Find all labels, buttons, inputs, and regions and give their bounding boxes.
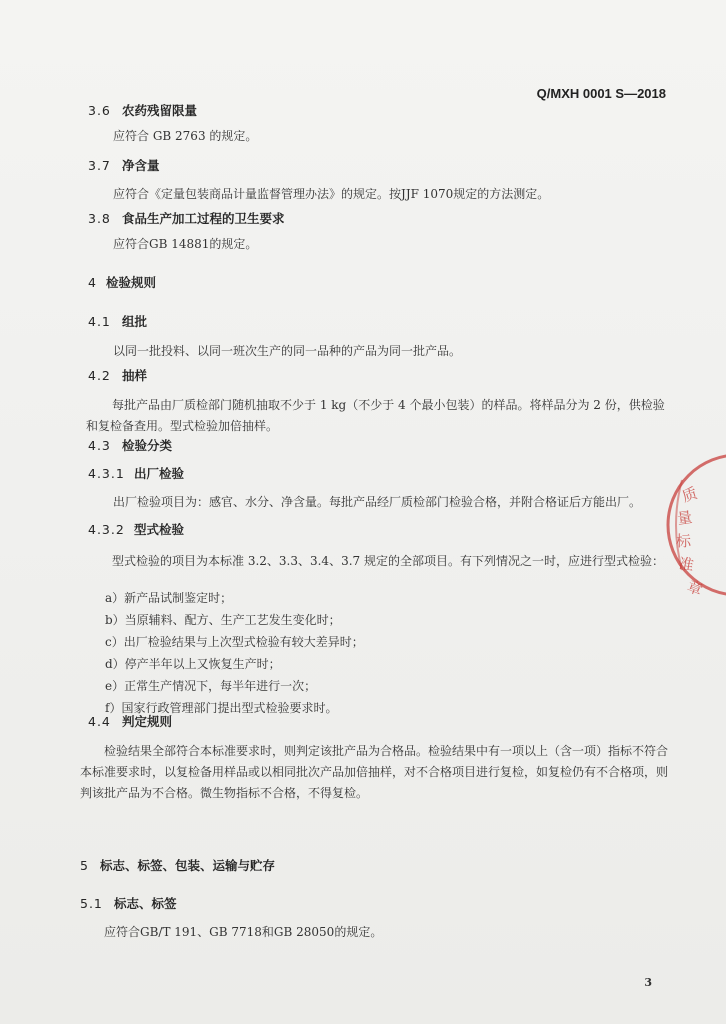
heading-number: 3.7 [88, 158, 111, 173]
heading-4-4 [88, 712, 172, 730]
heading-4 [88, 273, 156, 291]
heading-number: 4 [88, 275, 97, 290]
heading-number: 5 [80, 858, 89, 873]
heading-3-8 [88, 209, 285, 227]
heading-4-2 [88, 366, 147, 384]
heading-5-1 [80, 894, 177, 912]
heading-title: 组批 [122, 314, 148, 329]
standard-code: Q/MXH 0001 S—2018 [536, 86, 666, 101]
heading-number: 4.3.2 [88, 522, 125, 537]
paragraph-4-2: 每批产品由厂质检部门随机抽取不少于 1 kg（不少于 4 个最小包装）的样品。将样品分为 2 份，供检验和复检备查用。型式检验加倍抽样。 [86, 398, 665, 433]
heading-title: 抽样 [122, 368, 148, 383]
heading-number: 3.8 [88, 211, 111, 226]
paragraph-3-6: 应符合 GB 2763 的规定。 [113, 129, 258, 143]
heading-title: 型式检验 [134, 522, 185, 537]
paragraph-4-4: 检验结果全部符合本标准要求时，则判定该批产品为合格品。检验结果中有一项以上（含一项）指标不符合本标准要求时，以复检备用样品或以相同批次产品加倍抽样，对不合格项目进行复检，如复检仍有不合格项，则判该批产品为不合格。微生物指标不合格，不得复检。 [80, 744, 669, 800]
heading-4-3 [88, 436, 172, 454]
svg-text:量: 量 [676, 508, 694, 528]
heading-title: 标志、标签 [114, 896, 177, 911]
heading-title: 检验分类 [122, 438, 173, 453]
page-number: 3 [644, 976, 652, 989]
list-item: d）停产半年以上又恢复生产时； [105, 657, 281, 671]
heading-number: 4.3.1 [88, 466, 125, 481]
svg-text:质: 质 [679, 484, 700, 506]
heading-3-6 [88, 101, 197, 119]
paragraph-5-1: 应符合GB/T 191、GB 7718和GB 28050的规定。 [104, 925, 383, 939]
svg-text:章: 章 [684, 577, 706, 600]
heading-number: 5.1 [80, 896, 103, 911]
heading-4-1 [88, 312, 147, 330]
heading-number: 4.2 [88, 368, 111, 383]
heading-title: 农药残留限量 [122, 103, 198, 118]
list-item: c）出厂检验结果与上次型式检验有较大差异时； [105, 635, 364, 649]
heading-title: 检验规则 [106, 275, 157, 290]
list-item: a）新产品试制鉴定时； [105, 591, 233, 605]
list-item: b）当原辅料、配方、生产工艺发生变化时； [105, 613, 341, 627]
heading-5 [80, 856, 275, 874]
red-seal-stamp [660, 440, 726, 610]
paragraph-4-1: 以同一批投料、以同一班次生产的同一品种的产品为同一批产品。 [113, 344, 462, 358]
list-item: e）正常生产情况下，每半年进行一次； [105, 679, 317, 693]
heading-title: 判定规则 [122, 714, 173, 729]
heading-4-3-1 [88, 464, 184, 482]
heading-title: 标志、标签、包装、运输与贮存 [100, 858, 276, 873]
paragraph-4-3-2: 型式检验的项目为本标准 3.2、3.3、3.4、3.7 规定的全部项目。有下列情况之一时，应进行型式检验： [112, 554, 664, 568]
paragraph-3-8: 应符合GB 14881的规定。 [113, 237, 258, 251]
heading-number: 4.4 [88, 714, 111, 729]
heading-number: 4.1 [88, 314, 111, 329]
heading-title: 食品生产加工过程的卫生要求 [122, 211, 285, 226]
paragraph-4-3-1: 出厂检验项目为：感官、水分、净含量。每批产品经厂质检部门检验合格，并附合格证后方能出厂。 [113, 495, 642, 509]
heading-3-7 [88, 156, 160, 174]
heading-number: 4.3 [88, 438, 111, 453]
list-item: f）国家行政管理部门提出型式检验要求时。 [105, 701, 338, 715]
heading-title: 出厂检验 [134, 466, 185, 481]
svg-text:标: 标 [676, 532, 692, 550]
paragraph-3-7: 应符合《定量包装商品计量监督管理办法》的规定。按JJF 1070规定的方法测定。 [113, 187, 550, 201]
heading-number: 3.6 [88, 103, 111, 118]
svg-text:准: 准 [677, 554, 696, 575]
heading-title: 净含量 [122, 158, 160, 173]
heading-4-3-2 [88, 520, 184, 538]
